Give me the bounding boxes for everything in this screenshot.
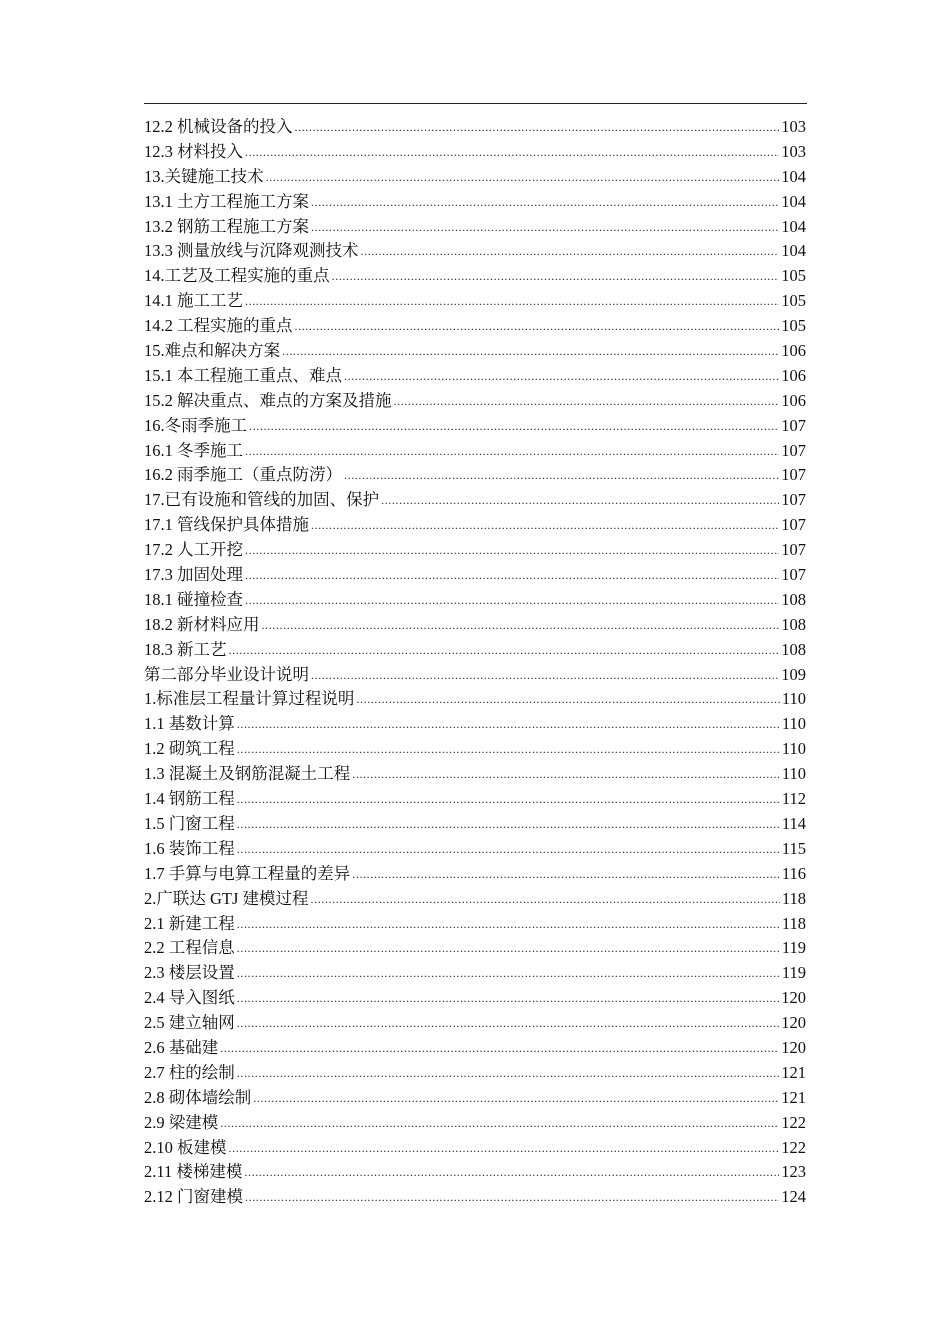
toc-entry-title: 12.3 材料投入 <box>144 141 243 161</box>
toc-entry[interactable] <box>144 1136 806 1161</box>
toc-entry-page-number: 114 <box>781 813 806 833</box>
toc-dot-leader <box>295 320 780 332</box>
toc-entry-page-number: 118 <box>781 913 806 933</box>
toc-dot-leader <box>249 420 779 432</box>
toc-entry[interactable] <box>144 289 806 314</box>
toc-entry[interactable] <box>144 588 806 613</box>
toc-entry-title: 14.工艺及工程实施的重点 <box>144 266 330 286</box>
toc-entry-title: 16.1 冬季施工 <box>144 440 243 460</box>
toc-entry-page-number: 123 <box>781 1162 806 1182</box>
toc-entry-page-number: 103 <box>781 141 806 161</box>
toc-dot-leader <box>220 1042 779 1054</box>
toc-entry-title: 18.2 新材料应用 <box>144 614 260 634</box>
toc-dot-leader <box>237 843 780 855</box>
toc-entry-title: 18.1 碰撞检查 <box>144 589 243 609</box>
toc-entry-title: 2.7 柱的绘制 <box>144 1062 235 1082</box>
toc-dot-leader <box>245 594 779 606</box>
toc-entry[interactable] <box>144 762 806 787</box>
toc-entry-title: 13.1 土方工程施工方案 <box>144 191 309 211</box>
toc-dot-leader <box>262 619 780 631</box>
toc-entry-page-number: 108 <box>781 614 806 634</box>
toc-entry-page-number: 104 <box>781 216 806 236</box>
toc-entry-title: 2.1 新建工程 <box>144 913 235 933</box>
toc-entry[interactable] <box>144 936 806 961</box>
toc-entry-page-number: 107 <box>781 515 806 535</box>
toc-entry-page-number: 119 <box>781 938 806 958</box>
toc-dot-leader <box>237 793 780 805</box>
toc-entry-title: 1.3 混凝土及钢筋混凝土工程 <box>144 764 351 784</box>
toc-entry-title: 13.3 测量放线与沉降观测技术 <box>144 241 359 261</box>
toc-entry-page-number: 103 <box>781 117 806 136</box>
toc-entry-title: 1.6 装饰工程 <box>144 838 235 858</box>
toc-entry-title: 16.2 雨季施工（重点防涝） <box>144 465 342 485</box>
toc-dot-leader <box>245 544 779 556</box>
toc-entry[interactable] <box>144 1086 806 1111</box>
toc-entry-page-number: 119 <box>781 963 806 983</box>
toc-entry-page-number: 106 <box>781 390 806 410</box>
toc-entry-title: 13.2 钢筋工程施工方案 <box>144 216 309 236</box>
toc-dot-leader <box>332 270 780 282</box>
toc-entry[interactable] <box>144 862 806 887</box>
toc-entry-page-number: 104 <box>781 191 806 211</box>
toc-entry-title: 2.10 板建模 <box>144 1137 227 1157</box>
toc-entry-page-number: 107 <box>781 415 806 435</box>
toc-dot-leader <box>311 196 779 208</box>
toc-entry-title: 2.8 砌体墙绘制 <box>144 1087 252 1107</box>
toc-entry-page-number: 112 <box>781 789 806 809</box>
toc-entry-title: 2.12 门窗建模 <box>144 1187 243 1207</box>
toc-entry[interactable] <box>144 737 806 762</box>
toc-entry-page-number: 104 <box>781 241 806 261</box>
toc-entry-page-number: 120 <box>781 988 806 1008</box>
toc-entry-title: 1.5 门窗工程 <box>144 813 235 833</box>
toc-entry-title: 2.2 工程信息 <box>144 938 235 958</box>
toc-entry-title: 2.11 楼梯建模 <box>144 1162 243 1182</box>
toc-dot-leader <box>220 1117 779 1129</box>
toc-entry-page-number: 121 <box>781 1087 806 1107</box>
toc-entry-title: 2.广联达 GTJ 建模过程 <box>144 888 309 908</box>
toc-entry[interactable] <box>144 439 806 464</box>
toc-entry-page-number: 105 <box>781 316 806 336</box>
toc-entry-title: 14.1 施工工艺 <box>144 291 243 311</box>
toc-dot-leader <box>237 992 780 1004</box>
toc-dot-leader <box>295 121 780 133</box>
toc-dot-leader <box>266 171 780 183</box>
toc-dot-leader <box>311 221 779 233</box>
toc-dot-leader <box>361 245 780 257</box>
toc-dot-leader <box>394 395 780 407</box>
toc-entry[interactable] <box>144 912 806 937</box>
toc-entry-page-number: 124 <box>781 1187 806 1207</box>
toc-entry-page-number: 108 <box>781 589 806 609</box>
header-rule <box>144 103 807 104</box>
toc-entry-page-number: 110 <box>781 714 806 734</box>
toc-entry-title: 14.2 工程实施的重点 <box>144 316 293 336</box>
toc-entry-page-number: 106 <box>781 341 806 361</box>
toc-entry-title: 12.2 机械设备的投入 <box>144 117 293 136</box>
toc-entry-page-number: 118 <box>781 888 806 908</box>
toc-dot-leader <box>253 1092 779 1104</box>
toc-dot-leader <box>352 868 780 880</box>
toc-entry[interactable] <box>144 239 806 264</box>
toc-entry-page-number: 107 <box>781 440 806 460</box>
toc-entry[interactable] <box>144 961 806 986</box>
toc-entry-page-number: 120 <box>781 1013 806 1033</box>
toc-entry-page-number: 109 <box>781 664 806 684</box>
toc-entry[interactable] <box>144 463 806 488</box>
toc-entry[interactable] <box>144 115 806 140</box>
toc-dot-leader <box>237 718 780 730</box>
toc-entry-title: 15.2 解决重点、难点的方案及措施 <box>144 390 392 410</box>
toc-dot-leader <box>245 146 779 158</box>
toc-entry[interactable] <box>144 314 806 339</box>
toc-entry[interactable] <box>144 1036 806 1061</box>
toc-entry[interactable] <box>144 787 806 812</box>
toc-entry[interactable] <box>144 513 806 538</box>
toc-entry-title: 16.冬雨季施工 <box>144 415 248 435</box>
toc-entry-page-number: 110 <box>781 739 806 759</box>
toc-dot-leader <box>311 519 779 531</box>
toc-entry-title: 18.3 新工艺 <box>144 639 227 659</box>
toc-entry[interactable] <box>144 638 806 663</box>
toc-dot-leader <box>344 370 779 382</box>
toc-entry[interactable] <box>144 1111 806 1136</box>
toc-entry-page-number: 120 <box>781 1037 806 1057</box>
toc-entry[interactable] <box>144 538 806 563</box>
toc-dot-leader <box>352 768 780 780</box>
toc-entry-title: 17.3 加固处理 <box>144 565 243 585</box>
toc-dot-leader <box>311 669 779 681</box>
toc-dot-leader <box>245 445 779 457</box>
toc-dot-leader <box>344 469 779 481</box>
toc-entry-title: 2.5 建立轴网 <box>144 1013 235 1033</box>
toc-entry-page-number: 106 <box>781 365 806 385</box>
toc-entry-title: 13.关键施工技术 <box>144 166 264 186</box>
toc-dot-leader <box>237 918 780 930</box>
toc-entry-title: 2.6 基础建 <box>144 1037 219 1057</box>
toc-entry-title: 2.9 梁建模 <box>144 1112 219 1132</box>
toc-entry-title: 17.1 管线保护具体措施 <box>144 515 309 535</box>
toc-entry[interactable] <box>144 140 806 165</box>
toc-entry[interactable] <box>144 712 806 737</box>
toc-entry-title: 1.1 基数计算 <box>144 714 235 734</box>
toc-entry[interactable] <box>144 165 806 190</box>
toc-entry[interactable] <box>144 663 806 688</box>
toc-entry-page-number: 107 <box>781 565 806 585</box>
toc-dot-leader <box>245 295 779 307</box>
toc-entry[interactable] <box>144 190 806 215</box>
toc-dot-leader <box>381 494 779 506</box>
toc-entry-title: 15.难点和解决方案 <box>144 341 281 361</box>
toc-entry[interactable] <box>144 264 806 289</box>
toc-entry-title: 15.1 本工程施工重点、难点 <box>144 365 342 385</box>
toc-dot-leader <box>311 893 780 905</box>
toc-dot-leader <box>229 644 780 656</box>
toc-entry[interactable] <box>144 488 806 513</box>
toc-dot-leader <box>237 818 780 830</box>
toc-entry-title: 2.4 导入图纸 <box>144 988 235 1008</box>
toc-entry-page-number: 107 <box>781 490 806 510</box>
toc-dot-leader <box>245 569 779 581</box>
toc-dot-leader <box>244 1166 779 1178</box>
toc-entry-page-number: 115 <box>781 838 806 858</box>
toc-entry-page-number: 116 <box>781 863 806 883</box>
toc-entry[interactable] <box>144 812 806 837</box>
toc-entry[interactable] <box>144 215 806 240</box>
toc-entry-title: 1.4 钢筋工程 <box>144 789 235 809</box>
toc-entry-page-number: 104 <box>781 166 806 186</box>
toc-entry[interactable] <box>144 1011 806 1036</box>
toc-entry-page-number: 121 <box>781 1062 806 1082</box>
toc-entry[interactable] <box>144 563 806 588</box>
toc-entry-page-number: 107 <box>781 540 806 560</box>
toc-entry[interactable] <box>144 1160 806 1185</box>
toc-entry-page-number: 107 <box>781 465 806 485</box>
toc-entry-title: 1.7 手算与电算工程量的差异 <box>144 863 351 883</box>
toc-entry-title: 2.3 楼层设置 <box>144 963 235 983</box>
toc-dot-leader <box>237 942 780 954</box>
toc-entry-page-number: 105 <box>781 291 806 311</box>
toc-entry-title: 17.已有设施和管线的加固、保护 <box>144 490 380 510</box>
toc-entry[interactable] <box>144 837 806 862</box>
toc-entry-page-number: 110 <box>781 764 806 784</box>
toc-entry[interactable] <box>144 364 806 389</box>
toc-entry[interactable] <box>144 389 806 414</box>
toc-entry[interactable] <box>144 613 806 638</box>
toc-entry-page-number: 122 <box>781 1112 806 1132</box>
toc-entry-page-number: 105 <box>781 266 806 286</box>
toc-entry[interactable] <box>144 687 806 712</box>
toc-dot-leader <box>229 1142 780 1154</box>
toc-entry-title: 1.2 砌筑工程 <box>144 739 235 759</box>
toc-dot-leader <box>237 967 780 979</box>
toc-dot-leader <box>237 1067 780 1079</box>
toc-dot-leader <box>282 345 779 357</box>
toc-dot-leader <box>245 1191 779 1203</box>
toc-entry[interactable] <box>144 1061 806 1086</box>
toc-entry[interactable] <box>144 1185 806 1210</box>
toc-dot-leader <box>356 693 779 705</box>
toc-entry-page-number: 122 <box>781 1137 806 1157</box>
toc-entry[interactable] <box>144 414 806 439</box>
toc-entry-page-number: 110 <box>781 689 806 709</box>
toc-entry-title: 1.标准层工程量计算过程说明 <box>144 689 355 709</box>
toc-entry-page-number: 108 <box>781 639 806 659</box>
toc-entry[interactable] <box>144 887 806 912</box>
toc-dot-leader <box>237 743 780 755</box>
toc-entry[interactable] <box>144 339 806 364</box>
toc-dot-leader <box>237 1017 780 1029</box>
toc-entry-title: 17.2 人工开挖 <box>144 540 243 560</box>
table-of-contents <box>144 115 806 1210</box>
toc-entry-title: 第二部分毕业设计说明 <box>144 664 309 684</box>
toc-entry[interactable] <box>144 986 806 1011</box>
